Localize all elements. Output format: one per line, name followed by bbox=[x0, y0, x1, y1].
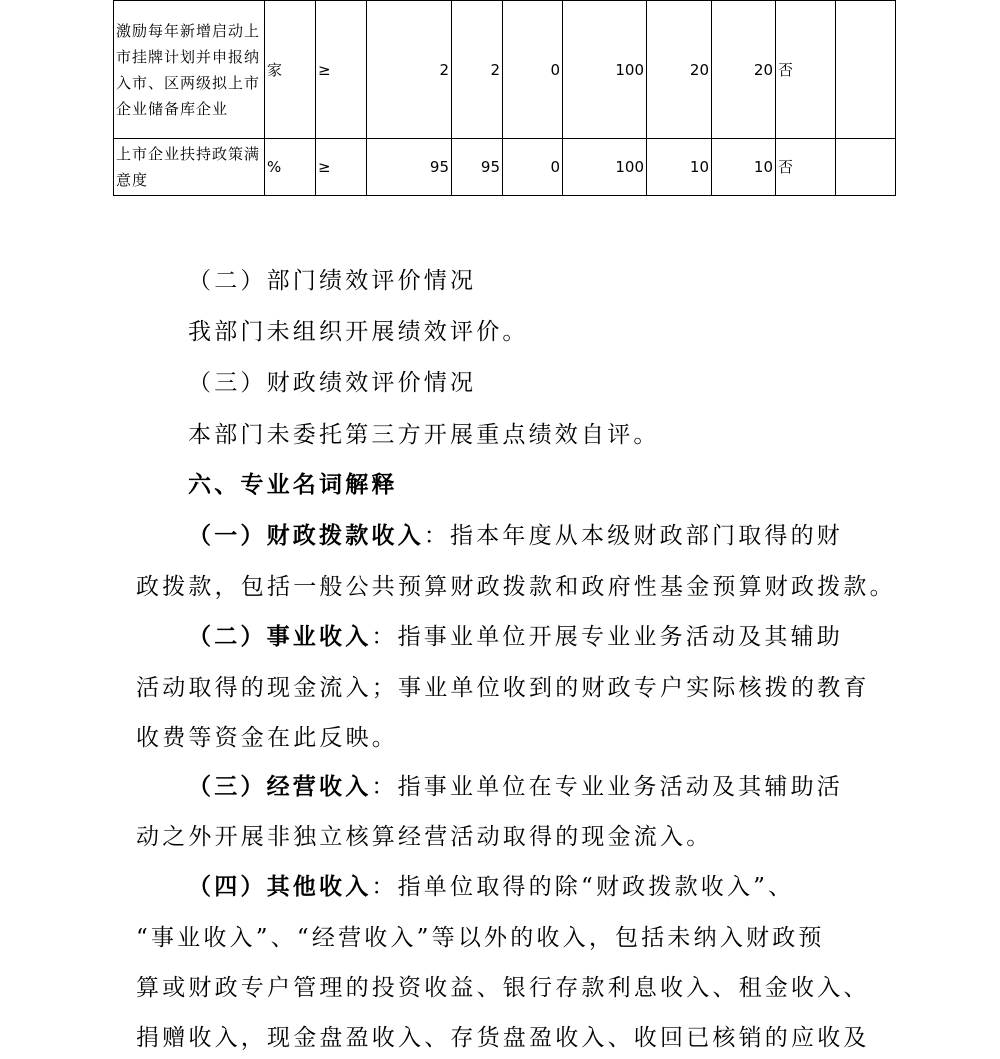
note-cell bbox=[836, 139, 896, 196]
definition-text: ：指本年度从本级财政部门取得的财 bbox=[423, 523, 844, 549]
flag-cell: 否 bbox=[776, 139, 836, 196]
value-cell: 0 bbox=[503, 1, 563, 139]
operator-cell: ≥ bbox=[316, 139, 367, 196]
definition-term: （三）经营收入 bbox=[188, 773, 372, 800]
definition-line: 活动取得的现金流入；事业单位收到的财政专户实际核拨的教育 bbox=[136, 675, 870, 701]
table-row bbox=[114, 1, 896, 139]
definition-line: 收费等资金在此反映。 bbox=[136, 725, 398, 751]
definition-line: 算或财政专户管理的投资收益、银行存款利息收入、租金收入、 bbox=[136, 975, 870, 1001]
unit-cell: 家 bbox=[265, 1, 316, 139]
value-cell: 10 bbox=[712, 139, 776, 196]
value-cell: 95 bbox=[367, 139, 452, 196]
definition-line: 捐赠收入，现金盘盈收入、存货盘盈收入、收回已核销的应收及 bbox=[136, 1025, 870, 1051]
definition-text: ：指单位取得的除“财政拨款收入”、 bbox=[371, 874, 795, 900]
definition-line bbox=[188, 868, 794, 901]
definition-line: 政拨款，包括一般公共预算财政拨款和政府性基金预算财政拨款。 bbox=[136, 574, 896, 600]
value-cell: 100 bbox=[563, 139, 647, 196]
definition-term: （四）其他收入 bbox=[188, 873, 372, 900]
section-heading: （三）财政绩效评价情况 bbox=[188, 370, 477, 396]
indicator-name-cell: 上市企业扶持政策满意度 bbox=[114, 139, 265, 196]
definition-term: （二）事业收入 bbox=[188, 623, 372, 650]
indicator-name-cell: 激励每年新增启动上市挂牌计划并申报纳入市、区两级拟上市企业储备库企业 bbox=[114, 1, 265, 139]
table-row bbox=[114, 139, 896, 196]
note-cell bbox=[836, 1, 896, 139]
definition-text: ：指事业单位在专业业务活动及其辅助活 bbox=[371, 774, 844, 800]
performance-table-wrap bbox=[113, 0, 896, 196]
value-cell: 2 bbox=[452, 1, 503, 139]
definition-line bbox=[188, 618, 843, 651]
value-cell: 95 bbox=[452, 139, 503, 196]
value-cell: 2 bbox=[367, 1, 452, 139]
definition-line bbox=[188, 768, 843, 801]
paragraph: 本部门未委托第三方开展重点绩效自评。 bbox=[188, 422, 660, 448]
value-cell: 100 bbox=[563, 1, 647, 139]
paragraph: 我部门未组织开展绩效评价。 bbox=[188, 319, 529, 345]
definition-text: ：指事业单位开展专业业务活动及其辅助 bbox=[371, 624, 844, 650]
value-cell: 20 bbox=[647, 1, 712, 139]
unit-cell: % bbox=[265, 139, 316, 196]
flag-cell: 否 bbox=[776, 1, 836, 139]
definition-line: 动之外开展非独立核算经营活动取得的现金流入。 bbox=[136, 824, 713, 850]
operator-cell: ≥ bbox=[316, 1, 367, 139]
definition-term: （一）财政拨款收入 bbox=[188, 522, 424, 549]
section-heading: （二）部门绩效评价情况 bbox=[188, 268, 477, 294]
chapter-heading: 六、专业名词解释 bbox=[188, 471, 398, 498]
value-cell: 20 bbox=[712, 1, 776, 139]
performance-table bbox=[113, 0, 896, 196]
value-cell: 10 bbox=[647, 139, 712, 196]
definition-line: “事业收入”、“经营收入”等以外的收入，包括未纳入财政预 bbox=[136, 925, 825, 951]
definition-line bbox=[188, 517, 843, 550]
value-cell: 0 bbox=[503, 139, 563, 196]
